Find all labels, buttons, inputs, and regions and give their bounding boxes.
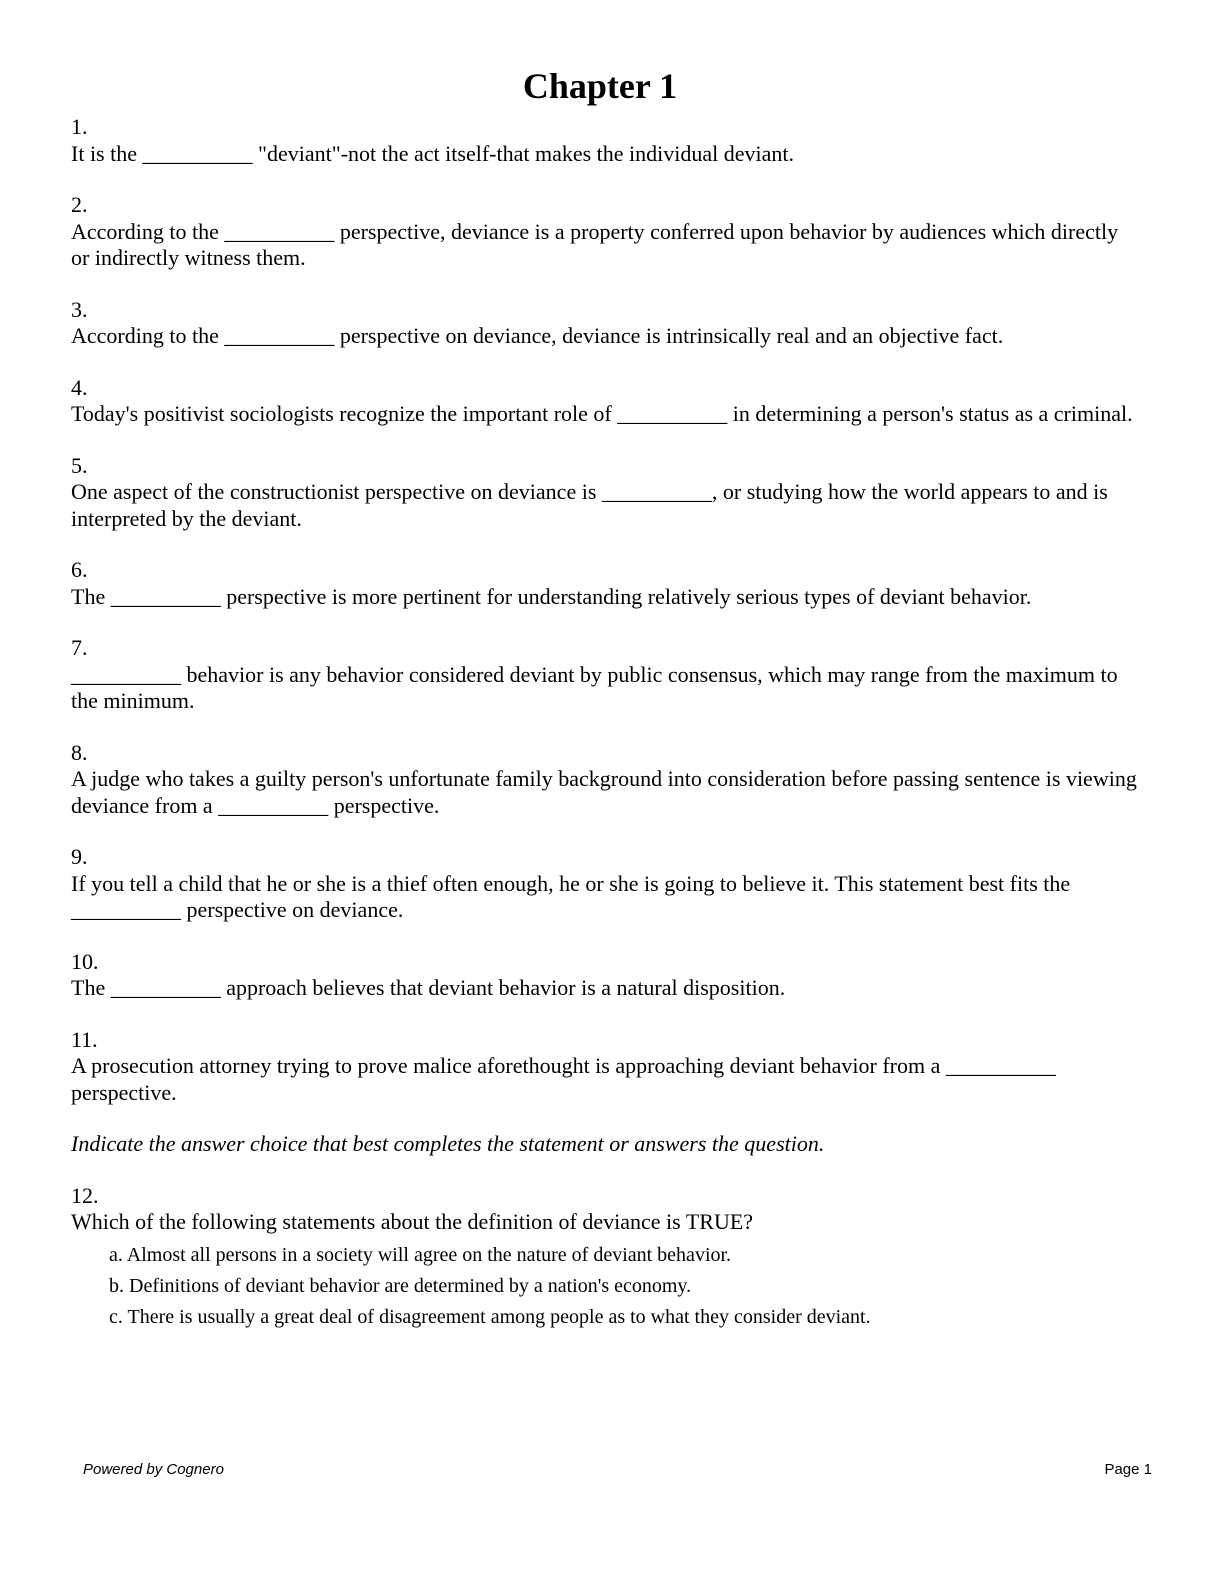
answer-choice: b. Definitions of deviant behavior are determined by a nation's economy. bbox=[109, 1274, 692, 1297]
question-text: A judge who takes a guilty person's unfortunate family background into consideration before passing sentence is viewing deviance from a __________ perspective. bbox=[71, 766, 1137, 818]
question-item bbox=[71, 375, 1141, 428]
question-text: One aspect of the constructionist perspective on deviance is __________, or studying how the world appears to and is interpreted by the deviant. bbox=[71, 479, 1108, 531]
question-text: It is the __________ "deviant"-not the act itself-that makes the individual deviant. bbox=[71, 140, 795, 166]
question-text: According to the __________ perspective, deviance is a property conferred upon behavior by audiences which directly or indirectly witness them. bbox=[71, 218, 1119, 270]
question-number: 4. bbox=[71, 374, 88, 400]
question-number: 5. bbox=[71, 452, 88, 478]
question-list bbox=[71, 114, 1141, 1333]
question-number: 8. bbox=[71, 739, 88, 765]
question-number: 7. bbox=[71, 635, 88, 660]
question-text: According to the __________ perspective on deviance, deviance is intrinsically real and an objective fact. bbox=[71, 323, 1004, 348]
question-item bbox=[71, 949, 1141, 1002]
question-number: 2. bbox=[71, 192, 88, 217]
question-number: 3. bbox=[71, 296, 88, 322]
footer-page-number: Page 1 bbox=[1104, 1461, 1152, 1478]
question-number: 1. bbox=[71, 114, 88, 139]
question-item bbox=[71, 1027, 1141, 1107]
question-text: The __________ perspective is more pertinent for understanding relatively serious types of deviant behavior. bbox=[71, 583, 1032, 609]
question-item bbox=[71, 635, 1141, 715]
question-number: 9. bbox=[71, 844, 88, 869]
page-title: Chapter 1 bbox=[522, 66, 678, 106]
answer-choice: a. Almost all persons in a society will agree on the nature of deviant behavior. bbox=[109, 1243, 732, 1266]
question-item bbox=[71, 557, 1141, 610]
question-number: 12. bbox=[71, 1182, 99, 1208]
question-item bbox=[71, 297, 1141, 350]
question-text: The __________ approach believes that deviant behavior is a natural disposition. bbox=[71, 975, 786, 1000]
question-item bbox=[71, 844, 1141, 924]
answer-choices bbox=[71, 1240, 1141, 1333]
question-item bbox=[71, 192, 1141, 272]
question-item bbox=[71, 453, 1141, 533]
multiple-choice-question bbox=[71, 1183, 1141, 1333]
question-number: 11. bbox=[71, 1026, 98, 1052]
question-text: __________ behavior is any behavior considered deviant by public consensus, which may range from the maximum to the minimum. bbox=[71, 661, 1118, 713]
question-item bbox=[71, 114, 1141, 167]
question-number: 6. bbox=[71, 557, 88, 582]
section-instruction: Indicate the answer choice that best completes the statement or answers the question. bbox=[71, 1131, 825, 1156]
question-text: Today's positivist sociologists recognize the important role of __________ in determining a person's status as a criminal. bbox=[71, 401, 1133, 426]
footer-powered-by: Powered by Cognero bbox=[83, 1461, 224, 1478]
question-number: 10. bbox=[71, 948, 99, 974]
question-text: A prosecution attorney trying to prove malice aforethought is approaching deviant behavior from a __________ perspective. bbox=[71, 1053, 1056, 1105]
question-item bbox=[71, 740, 1141, 820]
question-text: Which of the following statements about the definition of deviance is TRUE? bbox=[71, 1209, 754, 1234]
answer-choice: c. There is usually a great deal of disagreement among people as to what they consider deviant. bbox=[109, 1305, 871, 1328]
question-text: If you tell a child that he or she is a thief often enough, he or she is going to believe it. This statement best fits the __________ perspective on deviance. bbox=[71, 870, 1071, 922]
